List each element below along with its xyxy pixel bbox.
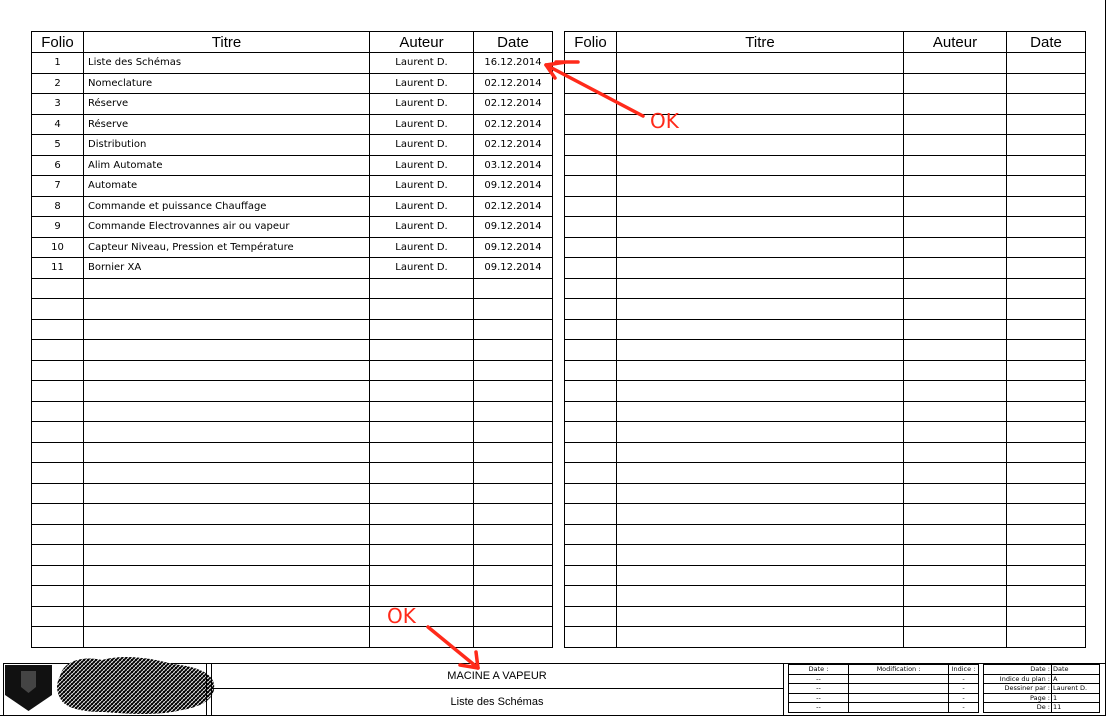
info-label: Dessiner par : bbox=[984, 684, 1052, 694]
info-label: Date : bbox=[984, 665, 1052, 675]
project-title: MACINE A VAPEUR bbox=[447, 670, 547, 682]
auteur-cell: Laurent D. bbox=[370, 176, 474, 197]
header-date: Date bbox=[474, 32, 553, 53]
revision-cell: -- bbox=[789, 693, 849, 703]
date-cell: 02.12.2014 bbox=[474, 196, 553, 217]
auteur-cell: Laurent D. bbox=[370, 217, 474, 238]
folio-cell: 11 bbox=[32, 258, 84, 279]
date-cell: 02.12.2014 bbox=[474, 73, 553, 94]
arrow-to-date bbox=[546, 65, 643, 116]
info-value: A bbox=[1052, 674, 1100, 684]
auteur-cell: Laurent D. bbox=[370, 53, 474, 74]
arrow-to-date-head bbox=[546, 62, 578, 78]
date-cell: 09.12.2014 bbox=[474, 176, 553, 197]
auteur-cell: Laurent D. bbox=[370, 237, 474, 258]
info-value: Date bbox=[1052, 665, 1100, 675]
auteur-cell: Laurent D. bbox=[370, 114, 474, 135]
info-label: Page : bbox=[984, 693, 1052, 703]
titre-cell: Bornier XA bbox=[84, 258, 370, 279]
date-cell: 02.12.2014 bbox=[474, 135, 553, 156]
revision-cell: -- bbox=[789, 703, 849, 713]
date-cell: 09.12.2014 bbox=[474, 217, 553, 238]
date-cell: 02.12.2014 bbox=[474, 94, 553, 115]
folio-cell: 4 bbox=[32, 114, 84, 135]
auteur-cell: Laurent D. bbox=[370, 73, 474, 94]
header-folio: Folio bbox=[565, 32, 617, 53]
folio-cell: 6 bbox=[32, 155, 84, 176]
titre-cell: Commande et puissance Chauffage bbox=[84, 196, 370, 217]
titre-cell: Réserve bbox=[84, 94, 370, 115]
titre-cell: Distribution bbox=[84, 135, 370, 156]
sheet-subtitle: Liste des Schémas bbox=[450, 696, 544, 708]
date-cell: 09.12.2014 bbox=[474, 237, 553, 258]
revision-cell: - bbox=[949, 693, 979, 703]
header-titre: Titre bbox=[617, 32, 904, 53]
folio-cell: 1 bbox=[32, 53, 84, 74]
annotation-ok-top: OK bbox=[650, 109, 679, 133]
titre-cell: Capteur Niveau, Pression et Température bbox=[84, 237, 370, 258]
folio-cell: 9 bbox=[32, 217, 84, 238]
auteur-cell: Laurent D. bbox=[370, 258, 474, 279]
info-value: Laurent D. bbox=[1052, 684, 1100, 694]
folio-cell: 10 bbox=[32, 237, 84, 258]
header-auteur: Auteur bbox=[904, 32, 1007, 53]
titre-cell: Liste des Schémas bbox=[84, 53, 370, 74]
titre-cell: Nomeclature bbox=[84, 73, 370, 94]
revision-cell: - bbox=[949, 684, 979, 694]
auteur-cell: Laurent D. bbox=[370, 196, 474, 217]
revision-cell: - bbox=[949, 703, 979, 713]
titre-cell: Réserve bbox=[84, 114, 370, 135]
folio-cell: 2 bbox=[32, 73, 84, 94]
header-folio: Folio bbox=[32, 32, 84, 53]
folio-cell: 7 bbox=[32, 176, 84, 197]
info-label: De : bbox=[984, 703, 1052, 713]
info-value: 11 bbox=[1052, 703, 1100, 713]
revision-cell: - bbox=[949, 674, 979, 684]
info-value: 1 bbox=[1052, 693, 1100, 703]
header-date: Date bbox=[1007, 32, 1086, 53]
folio-cell: 8 bbox=[32, 196, 84, 217]
annotation-ok-bottom: OK bbox=[387, 604, 416, 628]
revision-cell: -- bbox=[789, 684, 849, 694]
header-auteur: Auteur bbox=[370, 32, 474, 53]
date-cell: 02.12.2014 bbox=[474, 114, 553, 135]
titre-cell: Automate bbox=[84, 176, 370, 197]
revision-header-indice: Indice : bbox=[949, 665, 979, 675]
date-cell: 16.12.2014 bbox=[474, 53, 553, 74]
titre-cell: Alim Automate bbox=[84, 155, 370, 176]
folio-cell: 5 bbox=[32, 135, 84, 156]
date-cell: 03.12.2014 bbox=[474, 155, 553, 176]
titre-cell: Commande Electrovannes air ou vapeur bbox=[84, 217, 370, 238]
auteur-cell: Laurent D. bbox=[370, 135, 474, 156]
revision-header-date: Date : bbox=[789, 665, 849, 675]
auteur-cell: Laurent D. bbox=[370, 155, 474, 176]
revision-header-modification: Modification : bbox=[849, 665, 949, 675]
date-cell: 09.12.2014 bbox=[474, 258, 553, 279]
arrow-to-project bbox=[428, 627, 478, 668]
folio-cell: 3 bbox=[32, 94, 84, 115]
info-label: Indice du plan : bbox=[984, 674, 1052, 684]
auteur-cell: Laurent D. bbox=[370, 94, 474, 115]
header-titre: Titre bbox=[84, 32, 370, 53]
revision-cell: -- bbox=[789, 674, 849, 684]
